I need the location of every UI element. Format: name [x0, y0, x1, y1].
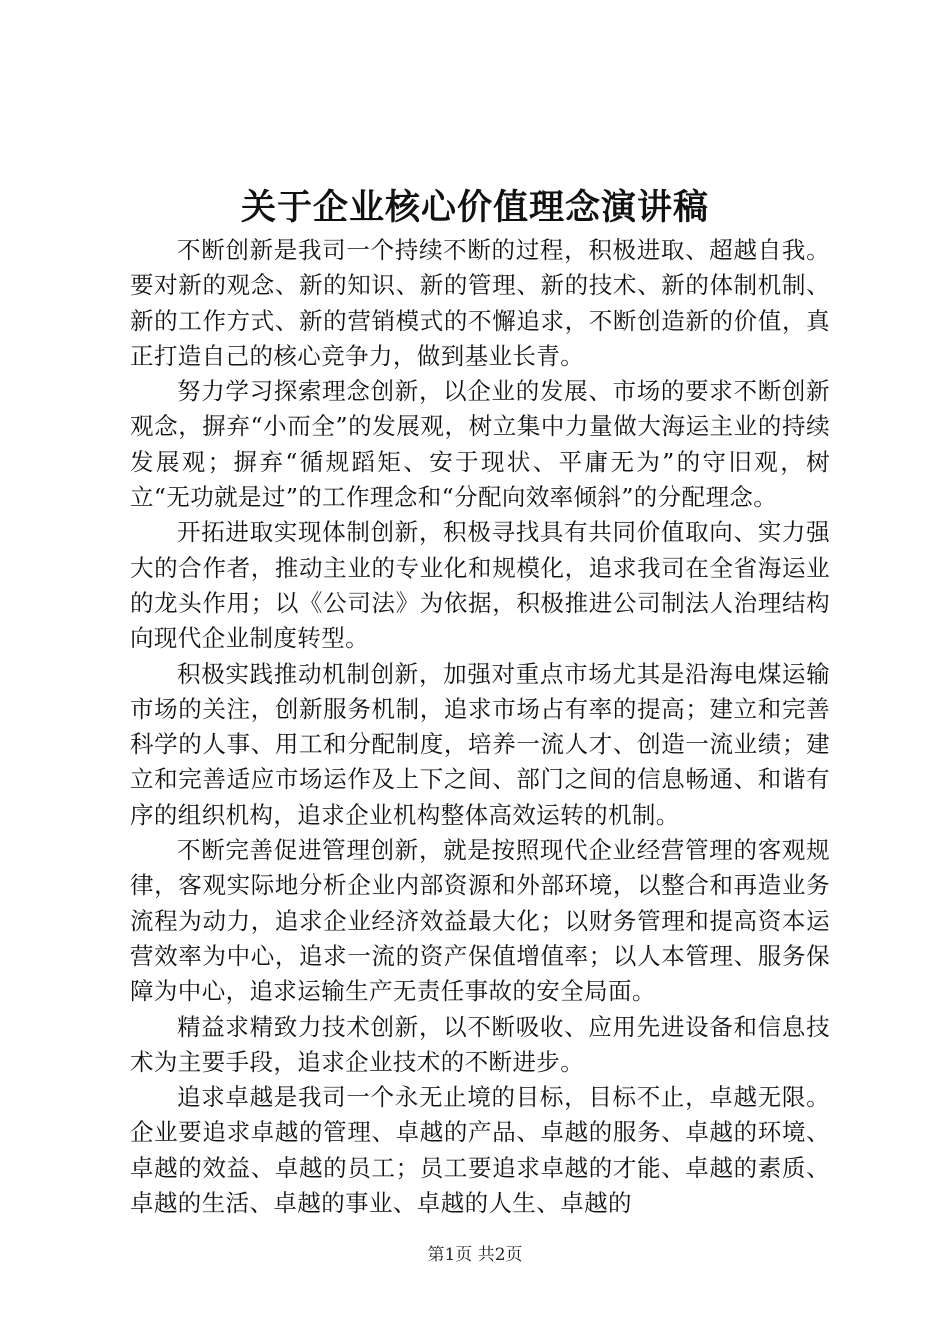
- paragraph-2: 努力学习探索理念创新，以企业的发展、市场的要求不断创新观念，摒弃“小而全”的发展观，树立集中力量做大海运主业的持续发展观；摒弃“循规蹈矩、安于现状、平庸无为”的守旧观，树立“无功就是过”的工作理念和“分配向效率倾斜”的分配理念。: [130, 377, 830, 512]
- paragraph-5: 不断完善促进管理创新，就是按照现代企业经营管理的客观规律，客观实际地分析企业内部资源和外部环境，以整合和再造业务流程为动力，追求企业经济效益最大化；以财务管理和提高资本运营效率为中心，追求一流的资产保值增值率；以人本管理、服务保障为中心，追求运输生产无责任事故的安全局面。: [130, 836, 830, 1006]
- page-number-footer: 第1页 共2页: [427, 1245, 523, 1265]
- paragraph-3: 开拓进取实现体制创新，积极寻找具有共同价值取向、实力强大的合作者，推动主业的专业化和规模化，追求我司在全省海运业的龙头作用；以《公司法》为依据，积极推进公司制法人治理结构向现代企业制度转型。: [130, 518, 830, 653]
- paragraph-6: 精益求精致力技术创新，以不断吸收、应用先进设备和信息技术为主要手段，追求企业技术的不断进步。: [130, 1012, 830, 1076]
- paragraph-4: 积极实践推动机制创新，加强对重点市场尤其是沿海电煤运输市场的关注，创新服务机制，追求市场占有率的提高；建立和完善科学的人事、用工和分配制度，培养一流人才、创造一流业绩；建立和完善适应市场运作及上下之间、部门之间的信息畅通、和谐有序的组织机构，追求企业机构整体高效运转的机制。: [130, 659, 830, 829]
- document-title: 关于企业核心价值理念演讲稿: [240, 187, 709, 228]
- paragraph-1: 不断创新是我司一个持续不断的过程，积极进取、超越自我。要对新的观念、新的知识、新的管理、新的技术、新的体制机制、新的工作方式、新的营销模式的不懈追求，不断创造新的价值，真正打造自己的核心竞争力，做到基业长青。: [130, 236, 830, 370]
- paragraph-7: 追求卓越是我司一个永无止境的目标，目标不止，卓越无限。企业要追求卓越的管理、卓越的产品、卓越的服务、卓越的环境、卓越的效益、卓越的员工；员工要追求卓越的才能、卓越的素质、卓越的生活、卓越的事业、卓越的人生、卓越的: [130, 1083, 830, 1218]
- document-body: [130, 233, 830, 1221]
